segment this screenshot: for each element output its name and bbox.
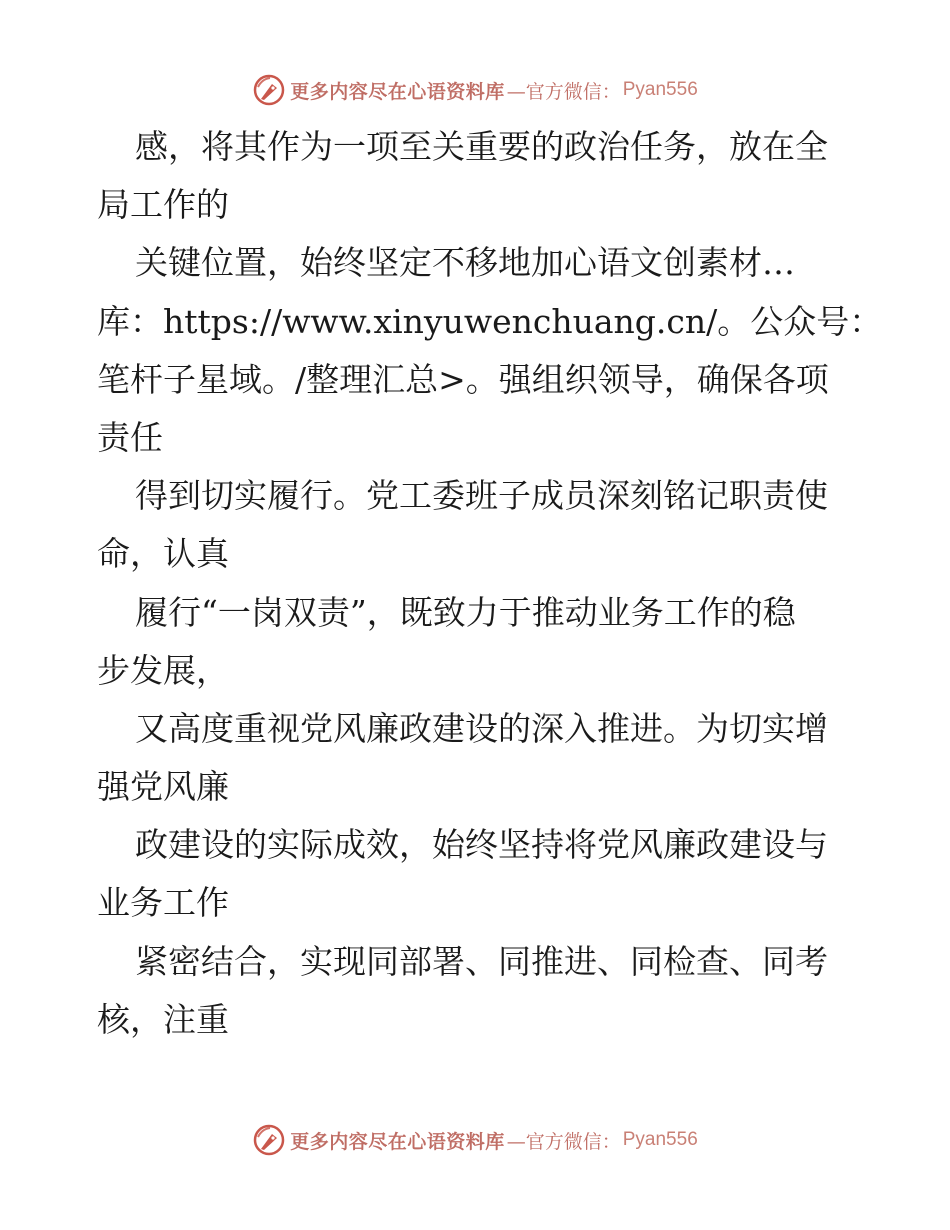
watermark-dash-text: —官方微信： (506, 1130, 621, 1153)
text-line: 强党风廉 (97, 767, 229, 807)
pen-nib-logo-icon (252, 73, 286, 107)
text-line: 得到切实履行。党工委班子成员深刻铭记职责使 (135, 476, 828, 516)
text-line: 又高度重视党风廉政建设的深入推进。为切实增 (135, 708, 828, 748)
text-line: 笔杆子星域。/整理汇总>。强组织领导，确保各项 (97, 359, 829, 399)
text-line: 感，将其作为一项至关重要的政治任务，放在全 (135, 127, 828, 166)
text-line: 业务工作 (97, 883, 229, 923)
header-watermark (0, 70, 950, 110)
watermark-id-text: Pyan556 (622, 79, 698, 100)
text-line: 命，认真 (97, 534, 229, 574)
watermark-dash-text: —官方微信： (506, 80, 621, 103)
pen-nib-logo-icon (252, 1123, 286, 1157)
footer-watermark (0, 1120, 950, 1160)
text-line: 政建设的实际成效，始终坚持将党风廉政建设与 (135, 825, 828, 865)
text-line: 库：https://www.xinyuwenchuang.cn/。公众号： (97, 301, 883, 341)
text-line: 局工作的 (97, 185, 229, 225)
text-line: 核，注重 (97, 999, 229, 1039)
text-line: 履行“一岗双责”，既致力于推动业务工作的稳 (135, 592, 796, 632)
watermark-main-text: 更多内容尽在心语资料库 (290, 1130, 505, 1153)
text-line: 紧密结合，实现同部署、同推进、同检查、同考 (135, 941, 828, 981)
text-line: 责任 (97, 417, 163, 457)
text-line: 关键位置，始终坚定不移地加心语文创素材… (135, 243, 795, 283)
body-text (97, 118, 883, 1049)
watermark-id-text: Pyan556 (622, 1129, 698, 1150)
watermark-main-text: 更多内容尽在心语资料库 (290, 80, 505, 103)
text-line: 步发展， (97, 650, 229, 690)
